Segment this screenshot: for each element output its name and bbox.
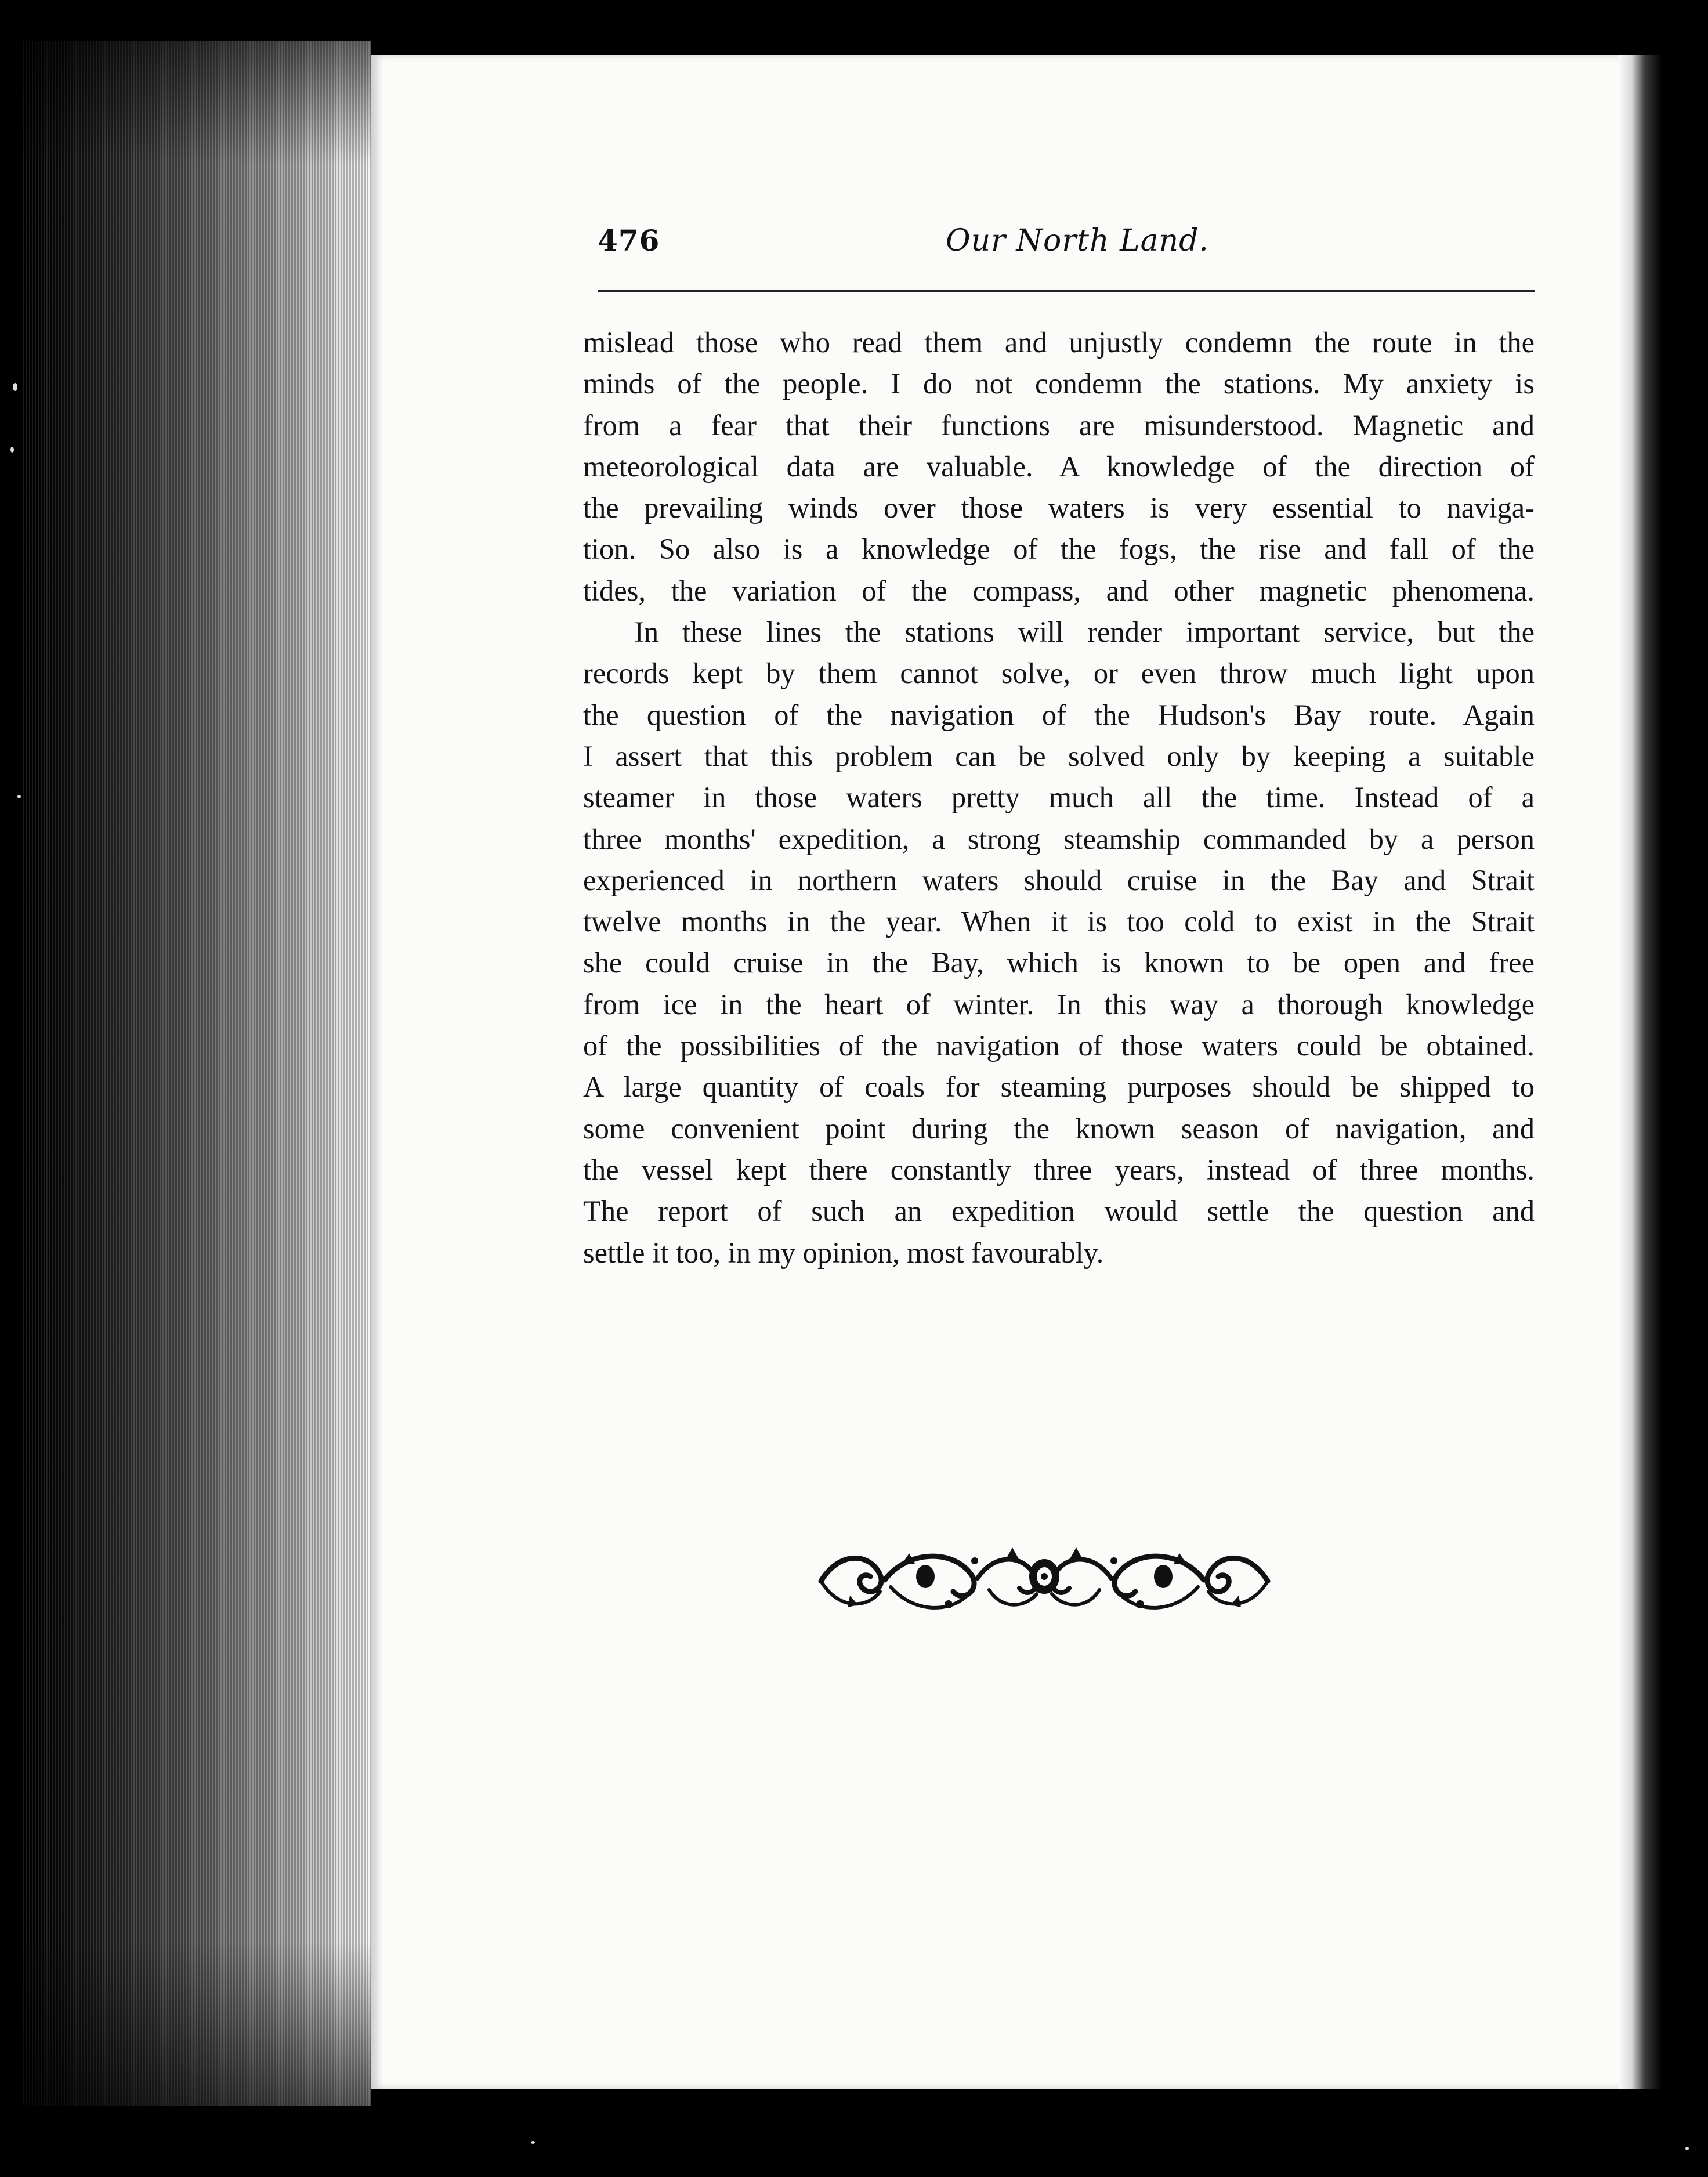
text-line: A large quantity of coals for steaming purposes should be shipped to: [583, 1071, 1535, 1104]
text-line: of the possibilities of the navigation of those waters could be obtained.: [583, 1029, 1535, 1062]
text-line: minds of the people. I do not condemn the stations. My anxiety is: [583, 367, 1535, 400]
text-line: tides, the variation of the compass, and other magnetic phenomena.: [583, 574, 1535, 607]
header-rule: [598, 290, 1535, 292]
text-line: the prevailing winds over those waters is very essential to naviga-: [583, 491, 1535, 525]
text-line: In these lines the stations will render important service, but the: [634, 616, 1535, 649]
text-line: some convenient point during the known season of navigation, and: [583, 1112, 1535, 1145]
text-line: three months' expedition, a strong steamship commanded by a person: [583, 822, 1535, 855]
text-line: experienced in northern waters should cruise in the Bay and Strait: [583, 863, 1535, 896]
page-edges-shadow: [23, 41, 371, 2106]
text-line: settle it too, in my opinion, most favourably.: [583, 1236, 1104, 1269]
scan-speck: [1685, 2147, 1689, 2150]
scan-speck: [10, 447, 14, 453]
page-header: [598, 223, 1535, 270]
scan-speck: [531, 2141, 535, 2144]
body-text: [583, 322, 1535, 1274]
text-line: records kept by them cannot solve, or even throw much light upon: [583, 657, 1535, 690]
text-line: meteorological data are valuable. A knowledge of the direction of: [583, 450, 1535, 483]
text-line: she could cruise in the Bay, which is known to be open and free: [583, 946, 1535, 979]
text-line: The report of such an expedition would settle the question and: [583, 1195, 1535, 1228]
text-line: twelve months in the year. When it is too cold to exist in the Strait: [583, 905, 1535, 938]
text-line: the vessel kept there constantly three years, instead of three months.: [583, 1153, 1535, 1186]
text-line: from ice in the heart of winter. In this way a thorough knowledge: [583, 988, 1535, 1021]
binding-edge: [1619, 55, 1662, 2089]
floral-scroll-ornament-icon: [815, 1540, 1273, 1619]
scan-speck: [17, 795, 21, 798]
running-title: Our North Land.: [946, 223, 1209, 258]
text-line: steamer in those waters pretty much all the time. Instead of a: [583, 781, 1535, 814]
text-line: tion. So also is a knowledge of the fogs, the rise and fall of the: [583, 533, 1535, 566]
text-line: the question of the navigation of the Hudson's Bay route. Again: [583, 698, 1535, 731]
text-line: I assert that this problem can be solved only by keeping a suitable: [583, 739, 1535, 772]
page-number: 476: [598, 223, 660, 258]
text-line: mislead those who read them and unjustly condemn the route in the: [583, 326, 1535, 359]
text-line: from a fear that their functions are misunderstood. Magnetic and: [583, 408, 1535, 442]
scan-speck: [13, 383, 17, 391]
